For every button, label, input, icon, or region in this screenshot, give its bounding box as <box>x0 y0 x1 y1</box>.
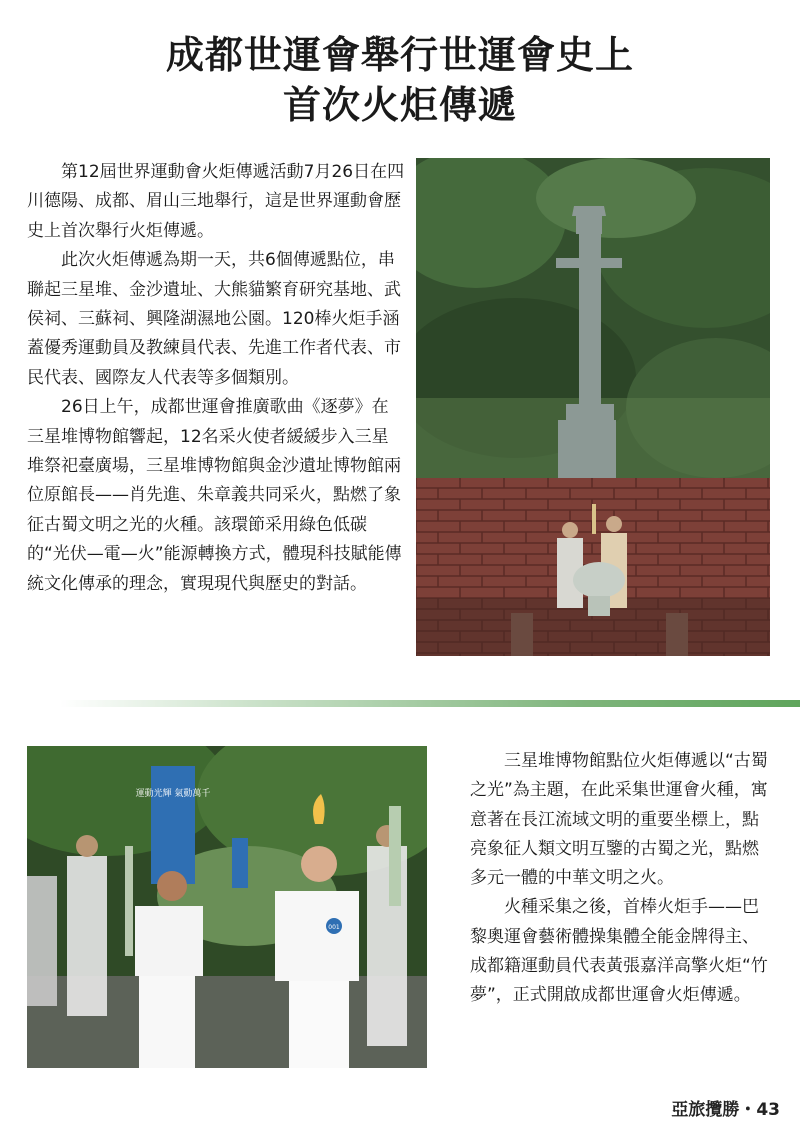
photo-sanxingdui-statue <box>416 158 770 656</box>
page-footer: 亞旅攬勝・43 <box>671 1100 780 1120</box>
title-line-2: 首次火炬傳遞 <box>282 82 517 127</box>
paragraph: 火種采集之後，首棒火炬手——巴黎奧運會藝術體操集體全能金牌得主、成都籍運動員代表黃張嘉洋高擎火炬“竹夢”，正式開啟成都世運會火炬傳遞。 <box>470 897 768 1006</box>
paragraph: 三星堆博物館點位火炬傳遞以“古蜀之光”為主題，在此采集世運會火種，寓意著在長江流域文明的重要坐標上，點亮象征人類文明互鑒的古蜀之光，點燃多元一體的中華文明之火。 <box>470 751 768 889</box>
paragraph: 此次火炬傳遞為期一天，共6個傳遞點位，串聯起三星堆、金沙遺址、大熊貓繁育研究基地、武侯祠、三蘇祠、興隆湖濕地公園。120棒火炬手涵蓋優秀運動員及教練員代表、先進工作者代表、市民代表、國際友人代表等多個類別。 <box>27 250 401 388</box>
bib-number: 001 <box>328 924 340 931</box>
paragraph: 26日上午，成都世運會推廣歌曲《逐夢》在三星堆博物館響起，12名采火使者緩緩步入三星堆祭祀臺廣場，三星堆博物館與金沙遺址博物館兩位原館長——肖先進、朱章義共同采火，點燃了象征古蜀文明之光的火種。該環節采用綠色低碳的“光伏—電—火”能源轉換方式，體現科技賦能傳統文化傳承的理念，實現現代與歷史的對話。 <box>27 397 402 594</box>
section-divider <box>60 700 800 707</box>
blue-banner <box>151 766 195 884</box>
article-title <box>0 30 800 130</box>
banner-text: 運動光輝 氣動萬千 <box>135 789 211 799</box>
paragraph: 第12屆世界運動會火炬傳遞活動7月26日在四川德陽、成都、眉山三地舉行，這是世界運動會歷史上首次舉行火炬傳遞。 <box>27 162 405 241</box>
body-column-right <box>470 747 770 1011</box>
title-line-1: 成都世運會舉行世運會史上 <box>165 32 634 77</box>
photo-torchbearers <box>27 746 427 1068</box>
body-column-left <box>27 158 405 599</box>
